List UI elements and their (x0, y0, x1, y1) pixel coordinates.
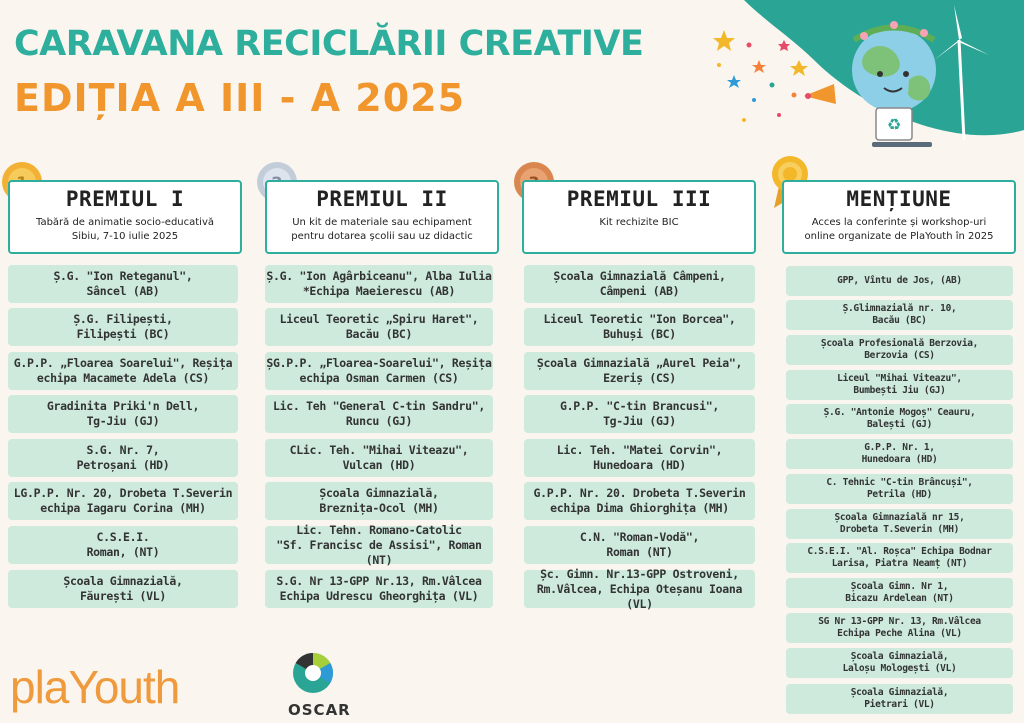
list-item: CLic. Teh. "Mihai Viteazu", Vulcan (HD) (265, 439, 493, 477)
list-item: Școala Gimn. Nr 1, Bicazu Ardelean (NT) (786, 578, 1013, 608)
svg-text:♻: ♻ (886, 115, 902, 134)
list-item: Școala Gimnazială, Laloșu Mologești (VL) (786, 648, 1013, 678)
list-item: Școala Gimnazială nr 15, Drobeta T.Severin (MH) (786, 509, 1013, 539)
prize-title: MENȚIUNE (846, 187, 952, 211)
list-item: Școala Gimnazială, Pietrari (VL) (786, 684, 1013, 714)
prize-description: Acces la conferinte și workshop-uri online organizate de PlaYouth în 2025 (804, 217, 994, 242)
list-item: LG.P.P. Nr. 20, Drobeta T.Severin echipa Iagaru Corina (MH) (8, 482, 238, 520)
list-item: Ș.G. "Antonie Mogoș" Ceauru, Balești (GJ) (786, 404, 1013, 434)
list-item: C.S.E.I. "Al. Roșca" Echipa Bodnar Larisa, Piatra Neamț (NT) (786, 543, 1013, 573)
list-item: C.S.E.I. Roman, (NT) (8, 526, 238, 564)
prize-description: Tabără de animatie socio-educativă Sibiu, 7-10 iulie 2025 (35, 217, 215, 242)
list-item: G.P.P. Nr. 1, Hunedoara (HD) (786, 439, 1013, 469)
list-item: Gradinita Priki'n Dell, Tg-Jiu (GJ) (8, 395, 238, 433)
list-item: Liceul Teoretic „Spiru Haret", Bacău (BC) (265, 308, 493, 346)
list-item: Școala Profesională Berzovia, Berzovia (CS) (786, 335, 1013, 365)
list-item: G.P.P. Nr. 20. Drobeta T.Severin echipa Dima Ghiorghița (MH) (524, 482, 755, 520)
prize-card-premiul-1 (8, 180, 242, 254)
list-item: ȘG.P.P. „Floarea-Soarelui", Reșița echipa Osman Carmen (CS) (265, 352, 493, 390)
prize-title: PREMIUL II (316, 187, 448, 211)
prize-description: Kit rechizite BIC (599, 217, 679, 228)
page-title: CARAVANA RECICLĂRII CREATIVE (14, 24, 644, 64)
prize-card-mentiune (782, 180, 1016, 254)
list-item: Școala Gimnazială „Aurel Peia", Ezeriș (CS) (524, 352, 755, 390)
list-item: C. Tehnic "C-tin Brâncuși", Petrila (HD) (786, 474, 1013, 504)
earth-mascot-illustration (704, 0, 1024, 160)
list-item: Lic. Teh "General C-tin Sandru", Runcu (GJ) (265, 395, 493, 433)
oscar-logo-icon (290, 648, 336, 698)
list-item: G.P.P. "C-tin Brancusi", Tg-Jiu (GJ) (524, 395, 755, 433)
list-item: Lic. Teh. "Matei Corvin", Hunedoara (HD) (524, 439, 755, 477)
list-item: G.P.P. „Floarea Soarelui", Reșița echipa Macamete Adela (CS) (8, 352, 238, 390)
prize-title: PREMIUL I (65, 187, 185, 211)
column-premiul-1 (8, 180, 242, 254)
list-item: Liceul "Mihai Viteazu", Bumbești Jiu (GJ) (786, 370, 1013, 400)
column-mentiune (782, 180, 1016, 254)
list-item: Ș.G. Filipești, Filipești (BC) (8, 308, 238, 346)
earth-globe-icon (852, 21, 936, 112)
column-premiul-3 (522, 180, 756, 254)
column-premiul-2 (265, 180, 499, 254)
oscar-logo-text: OSCAR (288, 701, 351, 719)
list-item: Ș.G. "Ion Reteganul", Sâncel (AB) (8, 265, 238, 303)
list-item: Ș.G. "Ion Agârbiceanu", Alba Iulia *Echipa Maeierescu (AB) (265, 265, 493, 303)
list-item: Lic. Tehn. Romano-Catolic "Sf. Francisc de Assisi", Roman (NT) (265, 526, 493, 564)
list-item: GPP, Vîntu de Jos, (AB) (786, 266, 1013, 296)
list-item: Școala Gimnazială Câmpeni, Câmpeni (AB) (524, 265, 755, 303)
list-item: S.G. Nr. 7, Petroșani (HD) (8, 439, 238, 477)
list-item: Liceul Teoretic "Ion Borcea", Buhuși (BC) (524, 308, 755, 346)
list-item: SG Nr 13-GPP Nr. 13, Rm.Vâlcea Echipa Peche Alina (VL) (786, 613, 1013, 643)
list-item: C.N. "Roman-Vodă", Roman (NT) (524, 526, 755, 564)
confetti-icon (713, 30, 808, 122)
prize-description: Un kit de materiale sau echipament pentru dotarea școlii sau uz didactic (291, 217, 473, 242)
list-item: Școala Gimnazială, Făurești (VL) (8, 570, 238, 608)
playouth-logo: plaYouth (10, 661, 180, 713)
list-item: Ș.Glimnazială nr. 10, Bacău (BC) (786, 300, 1013, 330)
list-item: Școala Gimnazială, Breznița-Ocol (MH) (265, 482, 493, 520)
prize-title: PREMIUL III (566, 187, 712, 211)
page-subtitle: EDIȚIA A III - A 2025 (14, 76, 466, 120)
prize-card-premiul-2 (265, 180, 499, 254)
list-item: Șc. Gimn. Nr.13-GPP Ostroveni, Rm.Vâlcea, Echipa Oteșanu Ioana (VL) (524, 570, 755, 608)
party-horn-icon (804, 84, 836, 104)
list-item: S.G. Nr 13-GPP Nr.13, Rm.Vâlcea Echipa Udrescu Gheorghița (VL) (265, 570, 493, 608)
prize-card-premiul-3 (522, 180, 756, 254)
